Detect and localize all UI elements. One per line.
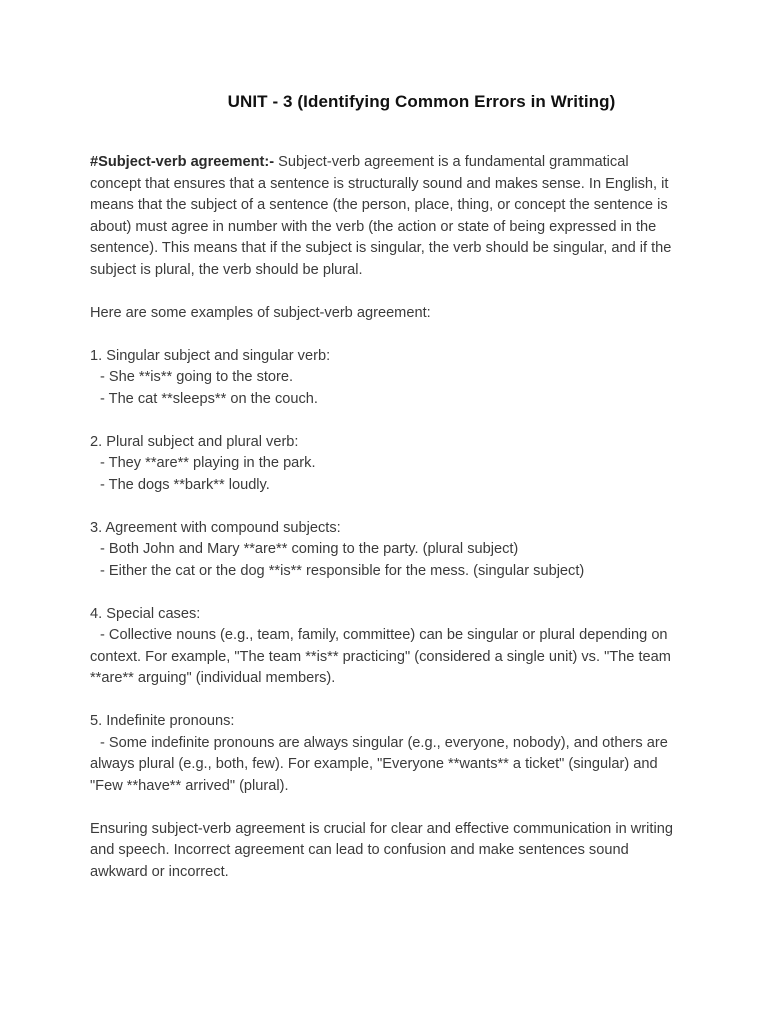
examples-intro: Here are some examples of subject-verb agreement:: [90, 304, 431, 321]
section-1: [90, 346, 682, 411]
spacer: [90, 690, 682, 712]
conclusion-paragraph: Ensuring subject-verb agreement is crucial for clear and effective communication in writing and speech. Incorrect agreement can lead to confusion and make sentences sound awkward or incorrect.: [90, 820, 673, 880]
example-item: - Both John and Mary **are** coming to the party. (plural subject): [100, 541, 519, 557]
spacer: [90, 496, 682, 518]
spacer: [90, 797, 682, 819]
example-item: - Some indefinite pronouns are always singular (e.g., everyone, nobody), and others are always plural (e.g., both, few). For example, "Everyone **wants** a ticket" (singular) and "Few **have** arrived" (plural).: [90, 734, 668, 794]
example-item: - They **are** playing in the park.: [100, 455, 316, 471]
section-heading: 2. Plural subject and plural verb:: [90, 433, 299, 450]
example-item: - She **is** going to the store.: [100, 369, 294, 385]
spacer: [90, 410, 682, 432]
section-heading: 4. Special cases:: [90, 605, 201, 622]
section-heading: 1. Singular subject and singular verb:: [90, 347, 331, 364]
section-heading: 3. Agreement with compound subjects:: [90, 519, 341, 536]
example-item: - The cat **sleeps** on the couch.: [100, 390, 318, 407]
section-4: [90, 604, 682, 690]
spacer: [90, 324, 682, 346]
section-2: [90, 432, 682, 497]
spacer: [90, 281, 682, 303]
spacer: [90, 582, 682, 604]
intro-text: Subject-verb agreement is a fundamental grammatical concept that ensures that a sentence is structurally sound and makes sense. In English, it means that the subject of a sentence (the person, place, thing, or concept the sentence is about) must agree in number with the verb (the action or state of being expressed in the sentence). This means that if the subject is singular, the verb should be singular, and if the subject is plural, the verb should be plural.: [90, 154, 672, 278]
section-heading: 5. Indefinite pronouns:: [90, 713, 235, 729]
example-item: - Collective nouns (e.g., team, family, committee) can be singular or plural depending on context. For example, "The team **is** practicing" (considered a single unit) vs. "The team **are** arguing" (individual members).: [90, 627, 671, 686]
document-body: [90, 152, 682, 883]
intro-lead: #Subject-verb agreement:-: [90, 154, 275, 170]
section-5: [90, 711, 682, 797]
page-title: UNIT - 3 (Identifying Common Errors in Writing): [227, 92, 616, 111]
example-item: - Either the cat or the dog **is** responsible for the mess. (singular subject): [100, 562, 585, 579]
intro-paragraph: [90, 152, 682, 281]
section-3: [90, 518, 682, 583]
example-item: - The dogs **bark** loudly.: [100, 476, 270, 493]
